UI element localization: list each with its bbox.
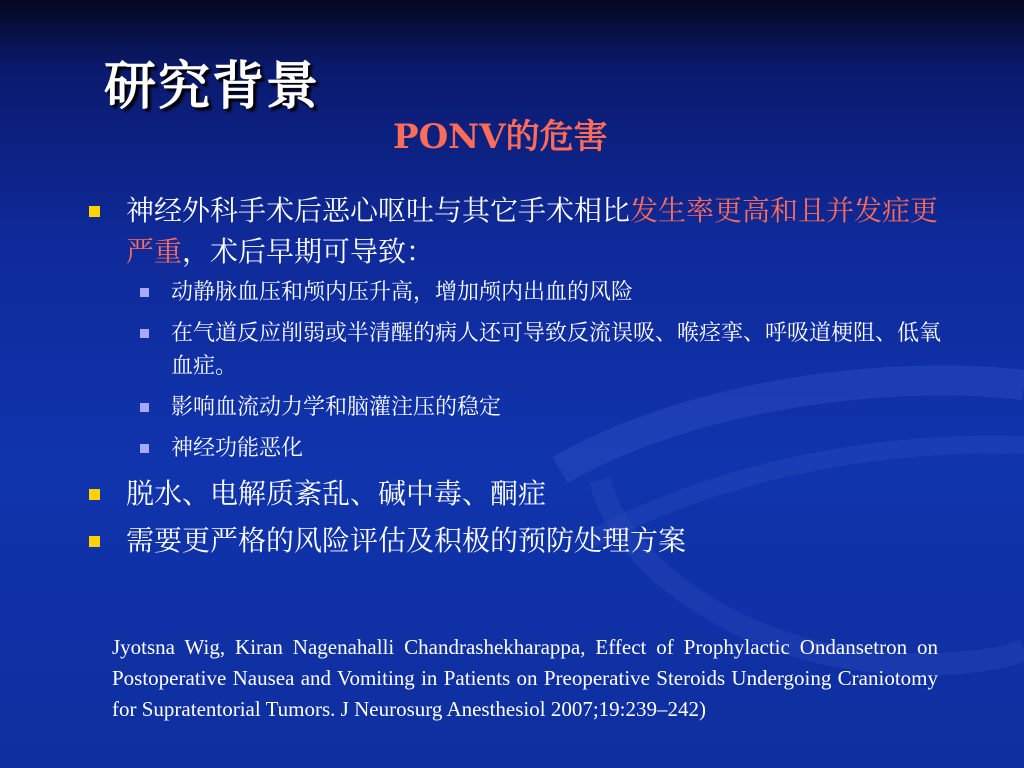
sub-bullet-text: 影响血流动力学和脑灌注压的稳定 [171,395,502,420]
bullet-item [88,190,958,465]
square-bullet-icon [89,536,100,547]
square-bullet-icon [140,444,149,453]
bullet-item [88,473,958,514]
sub-bullet-text: 动静脉血压和颅内压升高，增加颅内出血的风险 [171,280,634,305]
square-bullet-icon [140,288,149,297]
bullet-text: 神经外科手术后恶心呕吐与其它手术相比 [126,194,631,227]
square-bullet-icon [140,403,149,412]
sub-bullet-item [126,276,958,309]
sub-bullet-list [126,276,958,465]
square-bullet-icon [140,329,149,338]
square-bullet-icon [89,206,100,217]
slide-subtitle: PONV的危害 [393,117,608,157]
sub-bullet-item [126,391,958,424]
sub-bullet-text: 神经功能恶化 [171,436,304,461]
sub-bullet-item [126,317,958,383]
reference-citation: Jyotsna Wig, Kiran Nagenahalli Chandrashekharappa, Effect of Prophylactic Ondansetron on Postoperative Nausea and Vomiting in Patients on Preoperative Steroids Undergoing Craniotomy for Supratentorial Tumors. J Neurosurg Anesthesiol 2007;19:239–242) [112,635,938,721]
bullet-list [88,190,958,567]
sub-bullet-text: 在气道反应削弱或半清醒的病人还可导致反流误吸、喉痉挛、呼吸道梗阻、低氧血症。 [171,321,942,379]
bullet-text: 脱水、电解质紊乱、碱中毒、酮症 [126,477,547,510]
slide-title: 研究背景 [104,56,321,117]
bullet-item [88,520,958,561]
square-bullet-icon [89,489,100,500]
bullet-text-after: ，术后早期可导致： [182,235,435,268]
bullet-text: 需要更严格的风险评估及积极的预防处理方案 [126,524,687,557]
bullet-highlight-text: 发生率更高和且并发症更严重 [126,194,939,268]
sub-bullet-item [126,432,958,465]
